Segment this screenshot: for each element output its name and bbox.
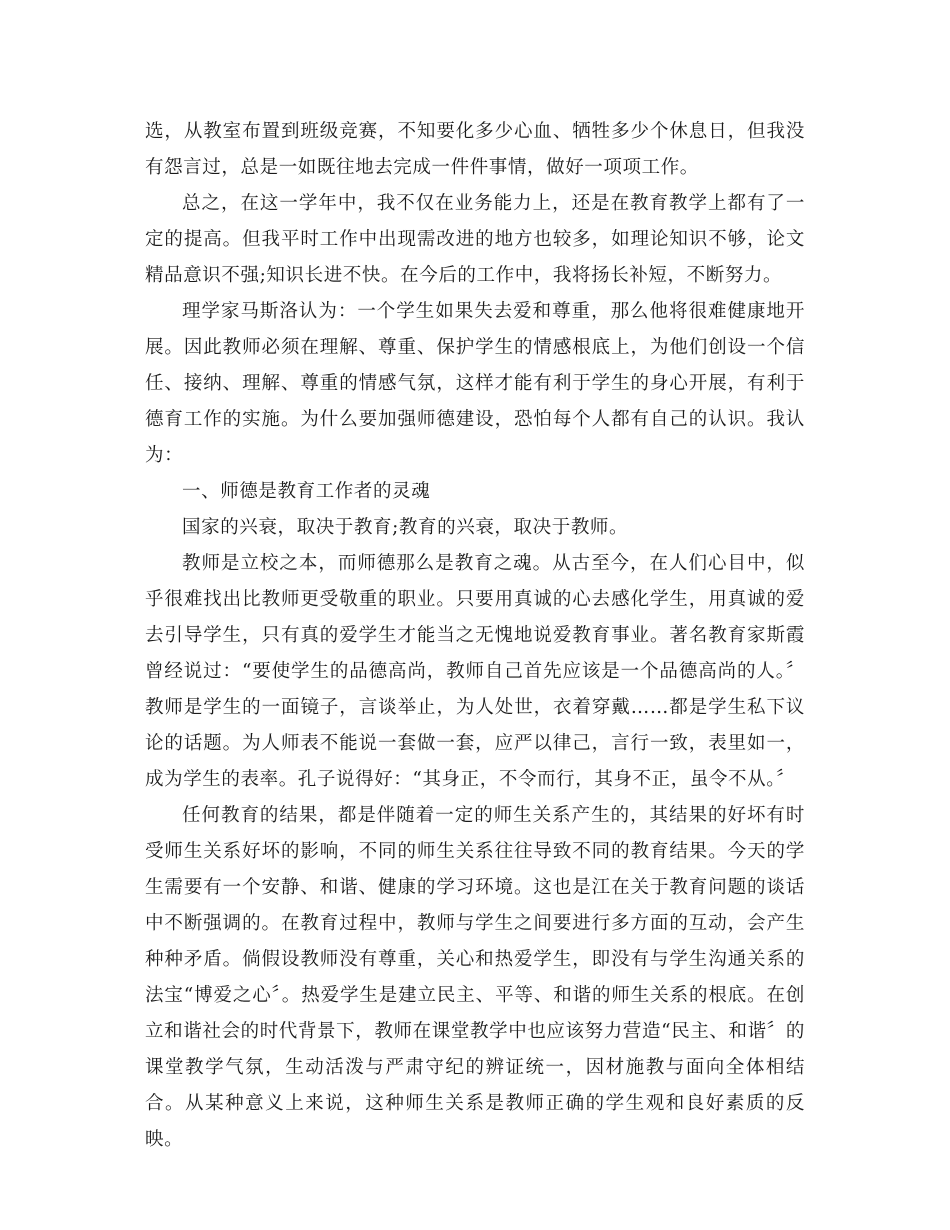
document-body bbox=[145, 114, 805, 1158]
section-heading: 一、师德是教育工作者的灵魂 bbox=[182, 481, 431, 502]
paragraph-7: 任何教育的结果，都是伴随着一定的师生关系产生的，其结果的好坏有时受师生关系好坏的影响，不同的师生关系往往导致不同的教育结果。今天的学生需要有一个安静、和谐、健康的学习环境。这也是江在关于教育问题的谈话中不断强调的。在教育过程中，教师与学生之间要进行多方面的互动，会产生种种矛盾。倘假设教师没有尊重，关心和热爱学生，即没有与学生沟通关系的法宝“博爱之心〞。热爱学生是建立民主、平等、和谐的师生关系的根底。在创立和谐社会的时代背景下，教师在课堂教学中也应该努力营造“民主、和谐〞的课堂教学气氛，生动活泼与严肃守纪的辨证统一，因材施教与面向全体相结合。从某种意义上来说，这种师生关系是教师正确的学生观和良好素质的反映。 bbox=[145, 805, 805, 1150]
paragraph-3: 理学家马斯洛认为：一个学生如果失去爱和尊重，那么他将很难健康地开展。因此教师必须在理解、尊重、保护学生的情感根底上，为他们创设一个信任、接纳、理解、尊重的情感气氛，这样才能有利于学生的身心开展，有利于德育工作的实施。为什么要加强师德建设，恐怕每个人都有自己的认识。我认为： bbox=[145, 301, 805, 466]
paragraph-1: 选，从教室布置到班级竞赛，不知要化多少心血、牺牲多少个休息日，但我没有怨言过，总是一如既往地去完成一件件事情，做好一项项工作。 bbox=[145, 121, 805, 178]
paragraph-5: 国家的兴衰，取决于教育;教育的兴衰，取决于教师。 bbox=[182, 517, 629, 538]
paragraph-6: 教师是立校之本，而师德那么是教育之魂。从古至今，在人们心目中，似乎很难找出比教师更受敬重的职业。只要用真诚的心去感化学生，用真诚的爱去引导学生，只有真的爱学生才能当之无愧地说爱教育事业。著名教育家斯霞曾经说过：“要使学生的品德高尚，教师自己首先应该是一个品德高尚的人。〞教师是学生的一面镜子，言谈举止，为人处世，衣着穿戴……都是学生私下议论的话题。为人师表不能说一套做一套，应严以律己，言行一致，表里如一，成为学生的表率。孔子说得好：“其身正，不令而行，其身不正，虽令不从。〞 bbox=[145, 553, 805, 790]
paragraph-2: 总之，在这一学年中，我不仅在业务能力上，还是在教育教学上都有了一定的提高。但我平时工作中出现需改进的地方也较多，如理论知识不够，论文精品意识不强;知识长进不快。在今后的工作中，我将扬长补短，不断努力。 bbox=[145, 193, 805, 286]
